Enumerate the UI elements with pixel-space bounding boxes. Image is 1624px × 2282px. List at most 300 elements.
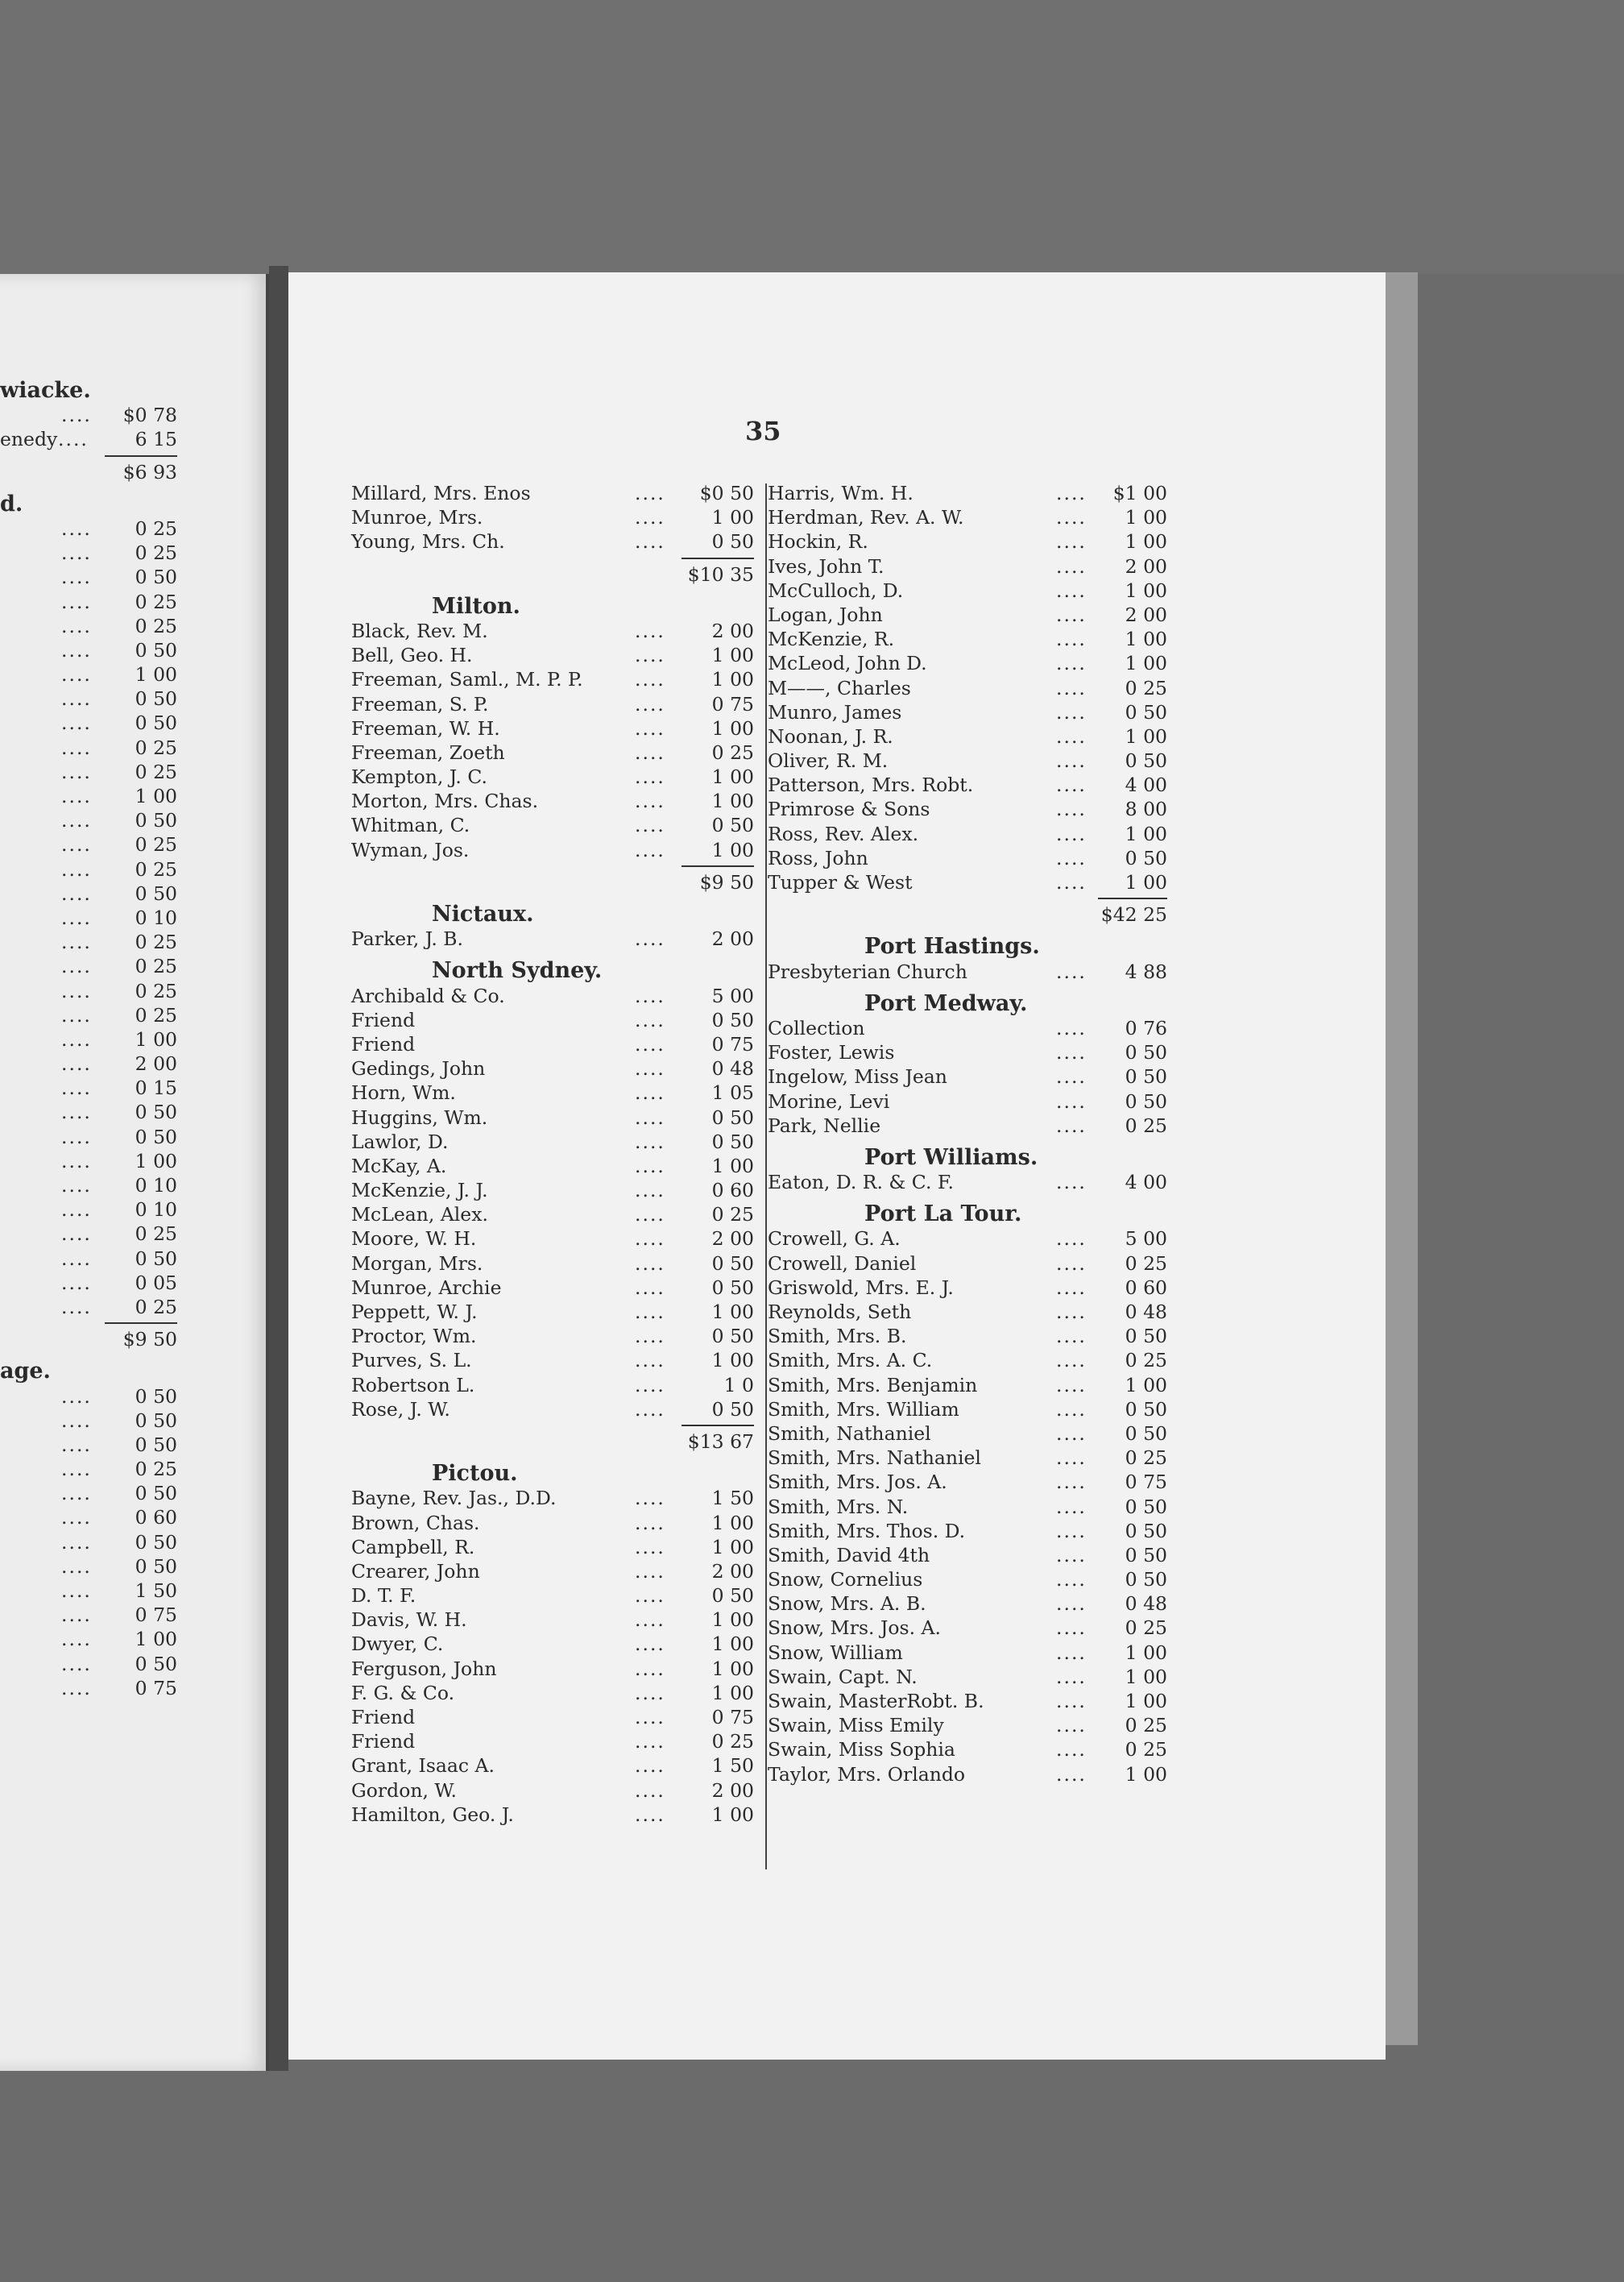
leader-dots: .... [1056, 822, 1087, 845]
list-item [351, 1803, 754, 1827]
section-heading-text: Nictaux. [432, 902, 534, 927]
leader-dots: .... [61, 906, 92, 929]
donor-name: Crowell, Daniel [768, 1251, 917, 1275]
donation-amount: 0 50 [1125, 1495, 1167, 1518]
donation-amount: 1 00 [711, 1633, 754, 1656]
list-item [0, 1003, 185, 1027]
donation-amount: 0 50 [711, 1008, 754, 1031]
leader-dots: .... [61, 882, 92, 905]
donation-amount: 0 50 [1125, 749, 1167, 773]
list-item [768, 651, 1170, 675]
list-item [768, 1089, 1170, 1114]
donor-name: Swain, MasterRobt. B. [768, 1690, 984, 1712]
section-total: $9 50 [699, 870, 754, 894]
page-edge [1386, 272, 1418, 2045]
list-item [351, 1486, 754, 1510]
list-item [351, 529, 754, 554]
section-total: $6 93 [122, 460, 177, 483]
donor-name: McKenzie, J. J. [351, 1179, 488, 1202]
leader-dots: .... [61, 1628, 92, 1651]
leader-dots: .... [1056, 506, 1087, 529]
leader-dots: .... [61, 1222, 92, 1246]
donation-amount: 5 00 [711, 984, 754, 1007]
list-item [0, 1149, 185, 1173]
section-heading [351, 959, 754, 983]
donation-amount: 0 25 [711, 741, 754, 764]
list-item [0, 1554, 185, 1579]
leader-dots: .... [61, 1409, 92, 1432]
list-item [351, 1008, 754, 1032]
donor-name: Smith, Mrs. William [768, 1397, 959, 1421]
leader-dots: .... [1056, 1016, 1087, 1039]
list-item [768, 1040, 1170, 1064]
list-item [351, 1324, 754, 1348]
donation-amount: 1 00 [135, 1027, 177, 1051]
donation-amount: 0 10 [135, 1198, 177, 1222]
donor-name: Swain, Miss Emily [768, 1714, 944, 1737]
total-line [682, 1425, 754, 1426]
donor-name: Swain, Capt. N. [768, 1665, 918, 1688]
list-item [0, 1076, 185, 1100]
leader-dots: .... [635, 1487, 665, 1510]
list-item [0, 1052, 185, 1076]
list-item [768, 554, 1170, 579]
total-line [682, 558, 754, 559]
donation-amount: 1 00 [1125, 530, 1167, 554]
list-item [0, 736, 185, 760]
donation-amount: 0 25 [135, 736, 177, 759]
list-item [768, 1348, 1170, 1372]
leader-dots: .... [635, 1106, 665, 1129]
donation-amount: 1 00 [1125, 822, 1167, 845]
leader-dots: .... [61, 1077, 92, 1100]
list-item [768, 749, 1170, 773]
leader-dots: .... [1056, 1171, 1087, 1194]
leader-dots: .... [1056, 1690, 1087, 1712]
donor-name: Smith, Mrs. Nathaniel [768, 1446, 981, 1470]
donation-amount: 1 00 [1125, 506, 1167, 529]
list-item [0, 1295, 185, 1319]
donation-amount: 2 00 [711, 1227, 754, 1251]
total-rule [351, 554, 754, 562]
leader-dots: .... [1056, 1762, 1087, 1786]
donation-amount: 0 50 [711, 1584, 754, 1608]
donor-name: Ross, John [768, 846, 868, 869]
leader-dots: .... [635, 1349, 665, 1372]
section-heading-text: Port La Tour. [864, 1201, 1022, 1227]
donation-amount: 1 00 [135, 785, 177, 807]
leader-dots: .... [635, 1730, 665, 1753]
list-item [351, 1130, 754, 1154]
donor-name: Moore, W. H. [351, 1227, 477, 1251]
donation-amount: 1 00 [711, 716, 754, 740]
donor-name: M——, Charles [768, 676, 911, 699]
leader-dots: .... [61, 590, 92, 613]
list-item [768, 1114, 1170, 1138]
leader-dots: .... [635, 1608, 665, 1632]
leader-dots: .... [1056, 676, 1087, 699]
list-item [768, 1591, 1170, 1616]
list-item [768, 1470, 1170, 1494]
list-item [351, 692, 754, 716]
donation-amount: 1 00 [1125, 871, 1167, 894]
leader-dots: .... [1056, 1349, 1087, 1372]
donor-name: Brown, Chas. [351, 1511, 480, 1534]
donor-name: Smith, Mrs. Benjamin [768, 1373, 978, 1396]
leader-dots: .... [635, 1754, 665, 1778]
donation-amount: 0 50 [711, 1397, 754, 1421]
leader-dots: .... [61, 931, 92, 954]
list-item [0, 832, 185, 857]
list-item [351, 984, 754, 1008]
list-item [351, 1681, 754, 1705]
list-item [768, 1064, 1170, 1089]
donation-amount: 1 50 [711, 1754, 754, 1778]
list-item [0, 808, 185, 832]
list-item [768, 846, 1170, 870]
list-item [351, 1397, 754, 1421]
total-row [0, 460, 185, 484]
list-item [351, 481, 754, 505]
list-item [768, 1373, 1170, 1397]
list-item [351, 789, 754, 813]
list-item [0, 565, 185, 589]
donation-amount: 1 00 [711, 1608, 754, 1632]
donation-amount: 0 50 [1125, 1397, 1167, 1421]
donor-name: Archibald & Co. [351, 984, 505, 1007]
list-item [768, 797, 1170, 821]
donor-name: Friend [351, 1008, 416, 1031]
donor-name: Smith, Mrs. Jos. A. [768, 1471, 947, 1494]
section-heading [768, 1202, 1170, 1226]
donation-amount: 2 00 [711, 927, 754, 951]
list-item [351, 1729, 754, 1753]
leader-dots: .... [61, 1482, 92, 1505]
donation-amount: 2 00 [711, 1559, 754, 1583]
donor-name: Morgan, Mrs. [351, 1251, 483, 1275]
donor-name: Freeman, S. P. [351, 692, 489, 716]
total-row [351, 1429, 754, 1454]
leader-dots: .... [635, 838, 665, 861]
list-item [0, 1197, 185, 1222]
total-row [0, 1327, 185, 1351]
list-item [0, 857, 185, 882]
donation-amount: 1 00 [711, 644, 754, 667]
donor-name: Noonan, J. R. [768, 724, 893, 748]
donor-name: Snow, Mrs. Jos. A. [768, 1616, 941, 1640]
donor-name: Snow, William [768, 1641, 903, 1664]
donation-amount: $1 00 [1112, 482, 1167, 504]
list-item [768, 1446, 1170, 1470]
donation-amount: 0 75 [711, 1032, 754, 1056]
donor-name: Proctor, Wm. [351, 1325, 477, 1348]
donor-name: Grant, Isaac A. [351, 1754, 495, 1778]
list-item [351, 1226, 754, 1251]
list-item [0, 427, 185, 451]
donation-amount: 1 00 [711, 1803, 754, 1826]
donor-name: Wyman, Jos. [351, 838, 470, 861]
list-item [768, 773, 1170, 797]
donor-name: Eaton, D. R. & C. F. [768, 1171, 954, 1194]
list-item [768, 1641, 1170, 1665]
donation-amount: 0 25 [135, 955, 177, 978]
donor-name: Rose, J. W. [351, 1397, 450, 1421]
leader-dots: .... [61, 1271, 92, 1294]
total-line [682, 865, 754, 867]
leader-dots: .... [1056, 1276, 1087, 1299]
donation-amount: 1 00 [711, 1349, 754, 1372]
leader-dots: .... [1056, 1227, 1087, 1251]
donor-name: McLeod, John D. [768, 652, 927, 675]
leader-dots: .... [1056, 1301, 1087, 1323]
section-heading-text: Port Hastings. [864, 934, 1040, 960]
list-item [351, 1106, 754, 1130]
list-item [768, 603, 1170, 627]
leader-dots: .... [61, 517, 92, 540]
list-item [0, 1530, 185, 1554]
leader-dots: .... [1056, 652, 1087, 675]
donor-name: Horn, Wm. [351, 1081, 456, 1105]
leader-dots: .... [635, 1032, 665, 1056]
list-item [0, 1457, 185, 1481]
section-heading-text: Pictou. [432, 1461, 518, 1487]
donation-amount: 1 00 [135, 1628, 177, 1651]
leader-dots: .... [61, 979, 92, 1002]
leader-dots: .... [61, 955, 92, 978]
leader-dots: .... [61, 404, 92, 427]
donor-name: Foster, Lewis [768, 1041, 895, 1064]
donation-amount: 2 00 [711, 619, 754, 642]
list-item [351, 1778, 754, 1803]
list-item [768, 1543, 1170, 1567]
list-item [0, 517, 185, 541]
list-item [0, 979, 185, 1003]
list-item [351, 1251, 754, 1276]
list-item [0, 784, 185, 808]
donation-amount: 2 00 [711, 1778, 754, 1802]
donation-amount: 0 25 [1125, 1349, 1167, 1372]
donation-amount: 0 25 [135, 931, 177, 954]
donation-amount: 0 25 [135, 857, 177, 881]
list-item [768, 1276, 1170, 1300]
leader-dots: .... [635, 1803, 665, 1826]
donor-name: Smith, Mrs. Thos. D. [768, 1519, 966, 1542]
section-heading-text: North Sydney. [432, 958, 603, 984]
leader-dots: .... [61, 1003, 92, 1027]
donation-amount: 0 25 [1125, 1114, 1167, 1137]
donation-amount: 0 50 [1125, 1041, 1167, 1064]
leader-dots: .... [1056, 1446, 1087, 1470]
list-item [0, 1603, 185, 1627]
list-item [0, 1627, 185, 1651]
donation-amount: 1 50 [711, 1487, 754, 1510]
spacer [351, 587, 754, 595]
leader-dots: .... [635, 482, 665, 504]
leader-dots: .... [1056, 1325, 1087, 1348]
leader-dots: .... [1056, 774, 1087, 797]
donation-amount: 2 00 [1125, 554, 1167, 578]
donor-name: Swain, Miss Sophia [768, 1738, 955, 1761]
section-heading-text: d. [0, 491, 23, 517]
leader-dots: .... [1056, 1041, 1087, 1064]
donation-amount: 0 50 [711, 530, 754, 554]
list-item [0, 1433, 185, 1457]
leader-dots: .... [635, 668, 665, 691]
column-right [768, 481, 1170, 1786]
left-page-content [0, 379, 185, 1700]
leader-dots: .... [61, 1027, 92, 1051]
list-item [351, 765, 754, 789]
donation-amount: 0 50 [135, 687, 177, 711]
donation-amount: 0 50 [1125, 700, 1167, 724]
section-heading [351, 902, 754, 927]
donation-amount: 0 75 [135, 1604, 177, 1627]
leader-dots: .... [635, 1203, 665, 1226]
donor-name: Ross, Rev. Alex. [768, 822, 919, 845]
list-item [0, 711, 185, 735]
donation-amount: 2 00 [1125, 603, 1167, 626]
leader-dots: .... [61, 1101, 92, 1124]
leader-dots: .... [1056, 1065, 1087, 1089]
list-item [351, 1300, 754, 1324]
leader-dots: .... [635, 1081, 665, 1105]
donation-amount: 1 50 [135, 1579, 177, 1602]
leader-dots: .... [1056, 1421, 1087, 1445]
leader-dots: .... [61, 541, 92, 565]
list-item [351, 716, 754, 741]
total-rule [0, 1319, 185, 1327]
donor-name: Dwyer, C. [351, 1633, 444, 1656]
list-item [351, 1535, 754, 1559]
donation-amount: 0 50 [135, 809, 177, 832]
donation-amount: 0 15 [135, 1077, 177, 1100]
list-item [351, 1608, 754, 1632]
donor-name: Smith, David 4th [768, 1543, 930, 1566]
section-heading [351, 595, 754, 619]
leader-dots: .... [61, 785, 92, 807]
section-heading-text: Port Medway. [864, 990, 1028, 1016]
leader-dots: .... [1056, 579, 1087, 602]
donor-name: Patterson, Mrs. Robt. [768, 774, 974, 797]
donation-amount: 0 60 [711, 1179, 754, 1202]
list-item [351, 1276, 754, 1300]
leader-dots: .... [635, 1057, 665, 1081]
donation-amount: 1 00 [1125, 1665, 1167, 1688]
list-item [0, 906, 185, 930]
donor-name: Primrose & Sons [768, 798, 930, 821]
leader-dots: .... [61, 1149, 92, 1172]
leader-dots: .... [61, 1458, 92, 1481]
list-item [768, 1421, 1170, 1446]
list-item [0, 1027, 185, 1052]
leader-dots: .... [1056, 1714, 1087, 1737]
donation-amount: 1 00 [1125, 1690, 1167, 1712]
leader-dots: .... [1056, 846, 1087, 869]
leader-dots: .... [61, 1247, 92, 1270]
donation-amount: 1 00 [135, 663, 177, 687]
leader-dots: .... [58, 428, 89, 451]
list-item [768, 1495, 1170, 1519]
donation-amount: 0 50 [711, 1251, 754, 1275]
donation-amount: 0 10 [135, 1174, 177, 1197]
donation-amount: 0 25 [1125, 676, 1167, 699]
donor-name: Snow, Cornelius [768, 1568, 923, 1591]
donation-amount: 1 0 [723, 1373, 754, 1396]
donation-amount: 0 50 [135, 1433, 177, 1456]
donation-amount: 0 25 [135, 760, 177, 783]
list-item [351, 667, 754, 691]
leader-dots: .... [1056, 1089, 1087, 1113]
donor-name: Kempton, J. C. [351, 766, 487, 789]
donor-name: Smith, Mrs. B. [768, 1325, 907, 1348]
leader-dots: .... [1056, 1397, 1087, 1421]
leader-dots: .... [635, 927, 665, 951]
total-row [768, 902, 1170, 927]
section-total: $42 25 [1100, 903, 1167, 927]
donation-amount: 0 50 [1125, 1065, 1167, 1089]
list-item [351, 1032, 754, 1056]
donation-amount: 0 48 [1125, 1301, 1167, 1323]
donation-amount: 0 50 [1125, 1421, 1167, 1445]
list-item [0, 954, 185, 978]
list-item [0, 1652, 185, 1676]
donor-name: Park, Nellie [768, 1114, 881, 1137]
leader-dots: .... [61, 1052, 92, 1076]
donor-name: Freeman, Zoeth [351, 741, 505, 764]
donor-name: Presbyterian Church [768, 960, 967, 983]
leader-dots: .... [61, 1384, 92, 1408]
donation-amount: 0 25 [711, 1203, 754, 1226]
leader-dots: .... [1056, 1251, 1087, 1275]
donation-amount: 1 00 [711, 1511, 754, 1534]
donation-amount: 0 50 [135, 1101, 177, 1124]
list-item [768, 700, 1170, 724]
total-rule [351, 862, 754, 870]
total-rule [768, 894, 1170, 902]
section-heading [0, 1359, 185, 1384]
section-heading [768, 935, 1170, 959]
leader-dots: .... [1056, 530, 1087, 554]
total-row [351, 870, 754, 894]
donor-name: enedy [0, 428, 58, 451]
leader-dots: .... [1056, 724, 1087, 748]
donor-name: Whitman, C. [351, 814, 470, 837]
donation-amount: 2 00 [135, 1052, 177, 1076]
donation-amount: 0 25 [135, 1295, 177, 1318]
list-item [0, 403, 185, 427]
donation-amount: 0 75 [135, 1676, 177, 1699]
list-item [768, 960, 1170, 984]
donation-amount: 0 75 [711, 692, 754, 716]
donor-name: Ingelow, Miss Jean [768, 1065, 947, 1089]
leader-dots: .... [635, 1373, 665, 1396]
donor-name: Morine, Levi [768, 1089, 890, 1113]
donation-amount: 0 25 [135, 1222, 177, 1246]
donation-amount: 1 00 [1125, 579, 1167, 602]
donation-amount: 0 25 [135, 1003, 177, 1027]
leader-dots: .... [61, 1652, 92, 1675]
donation-amount: 1 00 [1125, 652, 1167, 675]
donor-name: McCulloch, D. [768, 579, 904, 602]
donation-amount: 4 88 [1125, 960, 1167, 983]
donation-amount: 0 50 [135, 1482, 177, 1505]
donor-name: Lawlor, D. [351, 1130, 449, 1153]
list-item [351, 1705, 754, 1729]
leader-dots: .... [635, 716, 665, 740]
spacer [351, 1454, 754, 1462]
donation-amount: 0 50 [135, 1125, 177, 1148]
donation-amount: 1 00 [711, 790, 754, 813]
